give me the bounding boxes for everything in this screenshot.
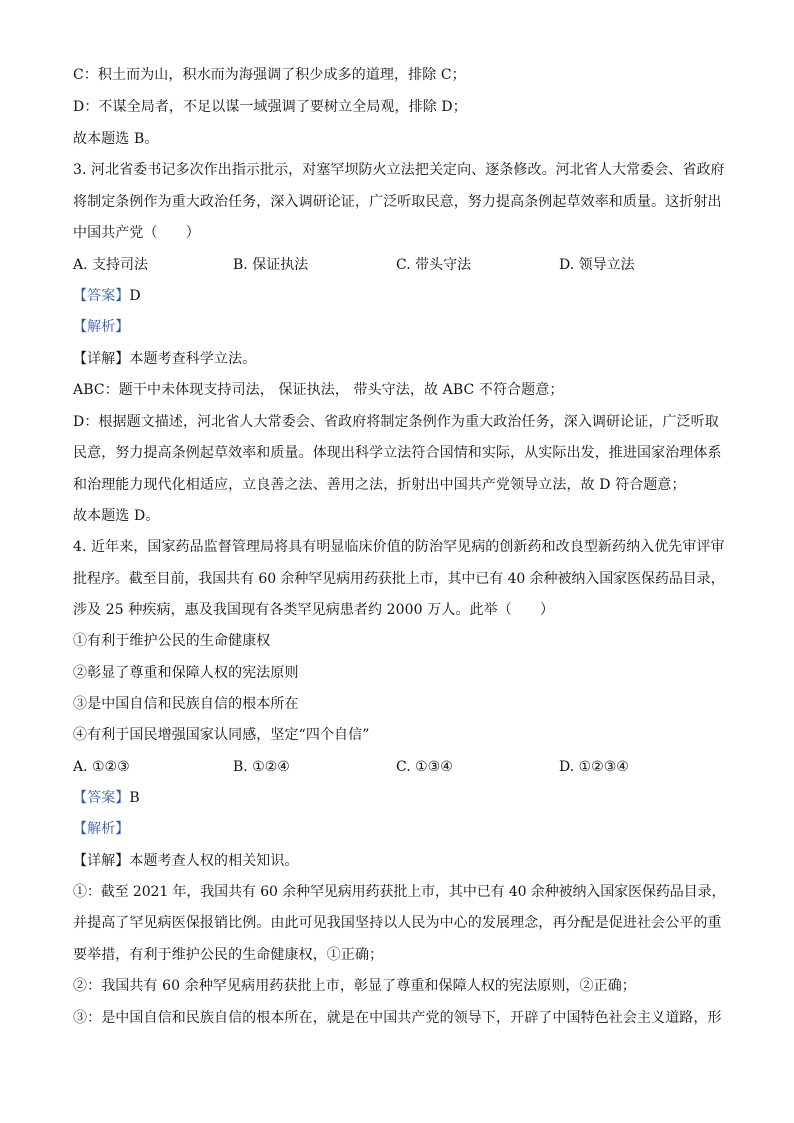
question-4-options	[73, 757, 723, 777]
question-3-stem: 中国共产党（ ）	[73, 225, 200, 241]
text-line: D：不谋全局者，不足以谋一域强调了要树立全局观，排除 D；	[73, 99, 467, 115]
text-line: D：根据题文描述，河北省人大常委会、省政府将制定条例作为重大政治任务，深入调研论证，广泛听取	[73, 414, 719, 430]
analysis-tag: 【解析】	[73, 821, 130, 837]
option-a: A. 支持司法	[73, 257, 149, 273]
option-d: D. 领导立法	[559, 257, 635, 273]
text-line: 故本题选 D。	[73, 508, 160, 524]
question-4-stem: 4. 近年来，国家药品监督管理局将具有明显临床价值的防治罕见病的创新药和改良型新药纳入优先审评审	[73, 539, 725, 555]
text-line: 【详解】本题考查科学立法。	[73, 351, 257, 367]
option-c: C. ①③④	[396, 759, 453, 775]
text-line: 【详解】本题考查人权的相关知识。	[73, 853, 299, 869]
statement-3: ③是中国自信和民族自信的根本所在	[73, 696, 299, 712]
answer-value: B	[129, 790, 140, 806]
text-line: 并提高了罕见病医保报销比例。由此可见我国坚持以人民为中心的发展理念，再分配是促进社会公平的重	[73, 915, 722, 931]
text-line: ABC：题干中未体现支持司法， 保证执法， 带头守法，故 ABC 不符合题意；	[73, 382, 564, 398]
option-b: B. ①②④	[233, 759, 290, 775]
option-a: A. ①②③	[73, 759, 130, 775]
text-line: 和治理能力现代化相适应，立良善之法、善用之法，折射出中国共产党领导立法，故 D 符合题意；	[73, 477, 686, 493]
option-d: D. ①②③④	[559, 759, 629, 775]
answer-tag: 【答案】	[73, 288, 130, 304]
question-3-options	[73, 255, 723, 275]
statement-1: ①有利于维护公民的生命健康权	[73, 633, 271, 649]
text-line: ②：我国共有 60 余种罕见病用药获批上市，彰显了尊重和保障人权的宪法原则，②正确；	[73, 978, 636, 994]
question-3-stem: 将制定条例作为重大政治任务，深入调研论证，广泛听取民意，努力提高条例起草效率和质量。这折射出	[73, 194, 722, 210]
answer-line	[73, 286, 723, 306]
question-4-stem: 涉及 25 种疾病，惠及我国现有各类罕见病患者约 2000 万人。此举（ ）	[73, 602, 555, 618]
text-line: 要举措，有利于维护公民的生命健康权，①正确；	[73, 947, 384, 963]
option-c: C. 带头守法	[396, 257, 472, 273]
option-b: B. 保证执法	[233, 257, 309, 273]
answer-value: D	[129, 288, 141, 304]
statement-4: ④有利于国民增强国家认同感，坚定“四个自信”	[73, 727, 370, 743]
text-line: 故本题选 B。	[73, 131, 159, 147]
answer-tag: 【答案】	[73, 790, 130, 806]
analysis-tag: 【解析】	[73, 319, 130, 335]
question-4-stem: 批程序。截至目前，我国共有 60 余种罕见病用药获批上市，其中已有 40 余种被纳入国家医保药品目录，	[73, 571, 725, 587]
statement-2: ②彰显了尊重和保障人权的宪法原则	[73, 665, 299, 681]
text-line: ①：截至 2021 年，我国共有 60 余种罕见病用药获批上市，其中已有 40 余种被纳入国家医保药品目录，	[73, 884, 726, 900]
question-3-stem: 3. 河北省委书记多次作出指示批示，对塞罕坝防火立法把关定向、逐条修改。河北省人大常委会、省政府	[73, 162, 725, 178]
answer-line	[73, 788, 723, 808]
text-line: 民意，努力提高条例起草效率和质量。体现出科学立法符合国情和实际，从实际出发，推进国家治理体系	[73, 445, 722, 461]
text-line: C：积土而为山，积水而为海强调了积少成多的道理，排除 C；	[73, 67, 466, 83]
text-line: ③：是中国自信和民族自信的根本所在，就是在中国共产党的领导下，开辟了中国特色社会主义道路，形	[73, 1010, 722, 1026]
